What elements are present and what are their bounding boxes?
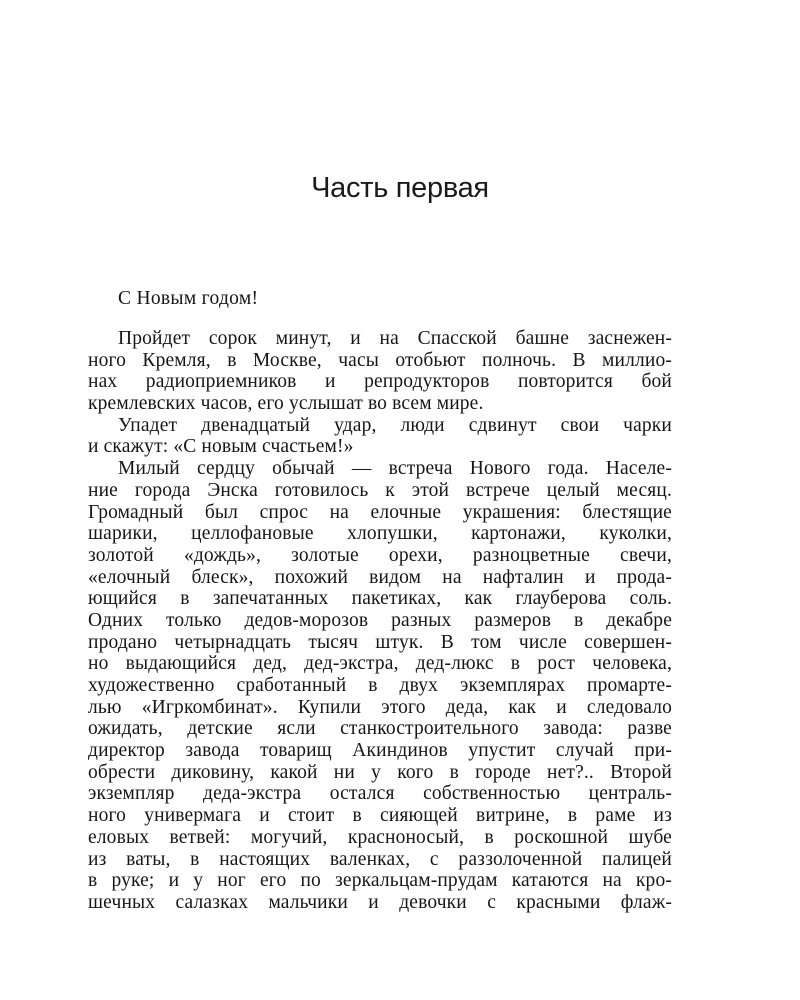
text-line: ющийся в запечатанных пакетиках, как глауберова соль. <box>88 588 672 610</box>
text-line: директор завода товарищ Акиндинов упустит случай при- <box>88 740 672 762</box>
text-line: еловых ветвей: могучий, красноносый, в роскошной шубе <box>88 826 672 848</box>
text-line: шечных салазках мальчики и девочки с красными флаж- <box>88 891 672 913</box>
part-title: Часть первая <box>311 172 489 204</box>
text-line: Одних только дедов-морозов разных размеров в декабре <box>88 609 672 631</box>
text-line: продано четырнадцать тысяч штук. В том числе совершен- <box>88 631 672 653</box>
text-line: «елочный блеск», похожий видом на нафталин и прода- <box>88 566 672 588</box>
text-line: ожидать, детские ясли станкостроительного завода: разве <box>88 718 672 740</box>
text-line: шарики, целлофановые хлопушки, картонажи, куколки, <box>88 523 672 545</box>
text-line: ние города Энска готовилось к этой встрече целый месяц. <box>88 479 672 501</box>
chapter-title: С Новым годом! <box>118 288 259 309</box>
text-line: и скажут: «С новым счастьем!» <box>88 436 354 458</box>
text-line: обрести диковину, какой ни у кого в городе нет?.. Второй <box>88 761 672 783</box>
text-line: ного Кремля, в Москве, часы отобьют полночь. В миллио- <box>88 349 672 371</box>
text-line: художественно сработанный в двух экземплярах промарте- <box>88 675 672 696</box>
text-line: Упадет двенадцатый удар, люди сдвинут свои чарки <box>118 414 672 436</box>
text-line: но выдающийся дед, дед-экстра, дед-люкс в рост человека, <box>88 653 672 675</box>
text-line: золотой «дождь», золотые орехи, разноцветные свечи, <box>88 544 672 566</box>
text-line: Пройдет сорок минут, и на Спасской башне заснежен- <box>118 328 672 349</box>
text-line: кремлевских часов, его услышат во всем мире. <box>88 393 484 415</box>
text-line: нах радиоприемников и репродукторов повторится бой <box>88 371 672 393</box>
text-line: в руке; и у ног его по зеркальцам-прудам катаются на кро- <box>88 870 672 892</box>
text-line: из ваты, в настоящих валенках, с раззолоченной палицей <box>88 848 672 870</box>
text-line: экземпляр деда-экстра остался собственностью централь- <box>88 783 672 805</box>
body-text <box>88 328 672 914</box>
text-line: ного универмага и стоит в сияющей витрине, в раме из <box>88 805 672 827</box>
text-line: лью «Игркомбинат». Купили этого деда, как и следовало <box>88 696 672 718</box>
text-line: Громадный был спрос на елочные украшения: блестящие <box>88 501 672 523</box>
text-line: Милый сердцу обычай — встреча Нового года. Населе- <box>118 458 672 480</box>
